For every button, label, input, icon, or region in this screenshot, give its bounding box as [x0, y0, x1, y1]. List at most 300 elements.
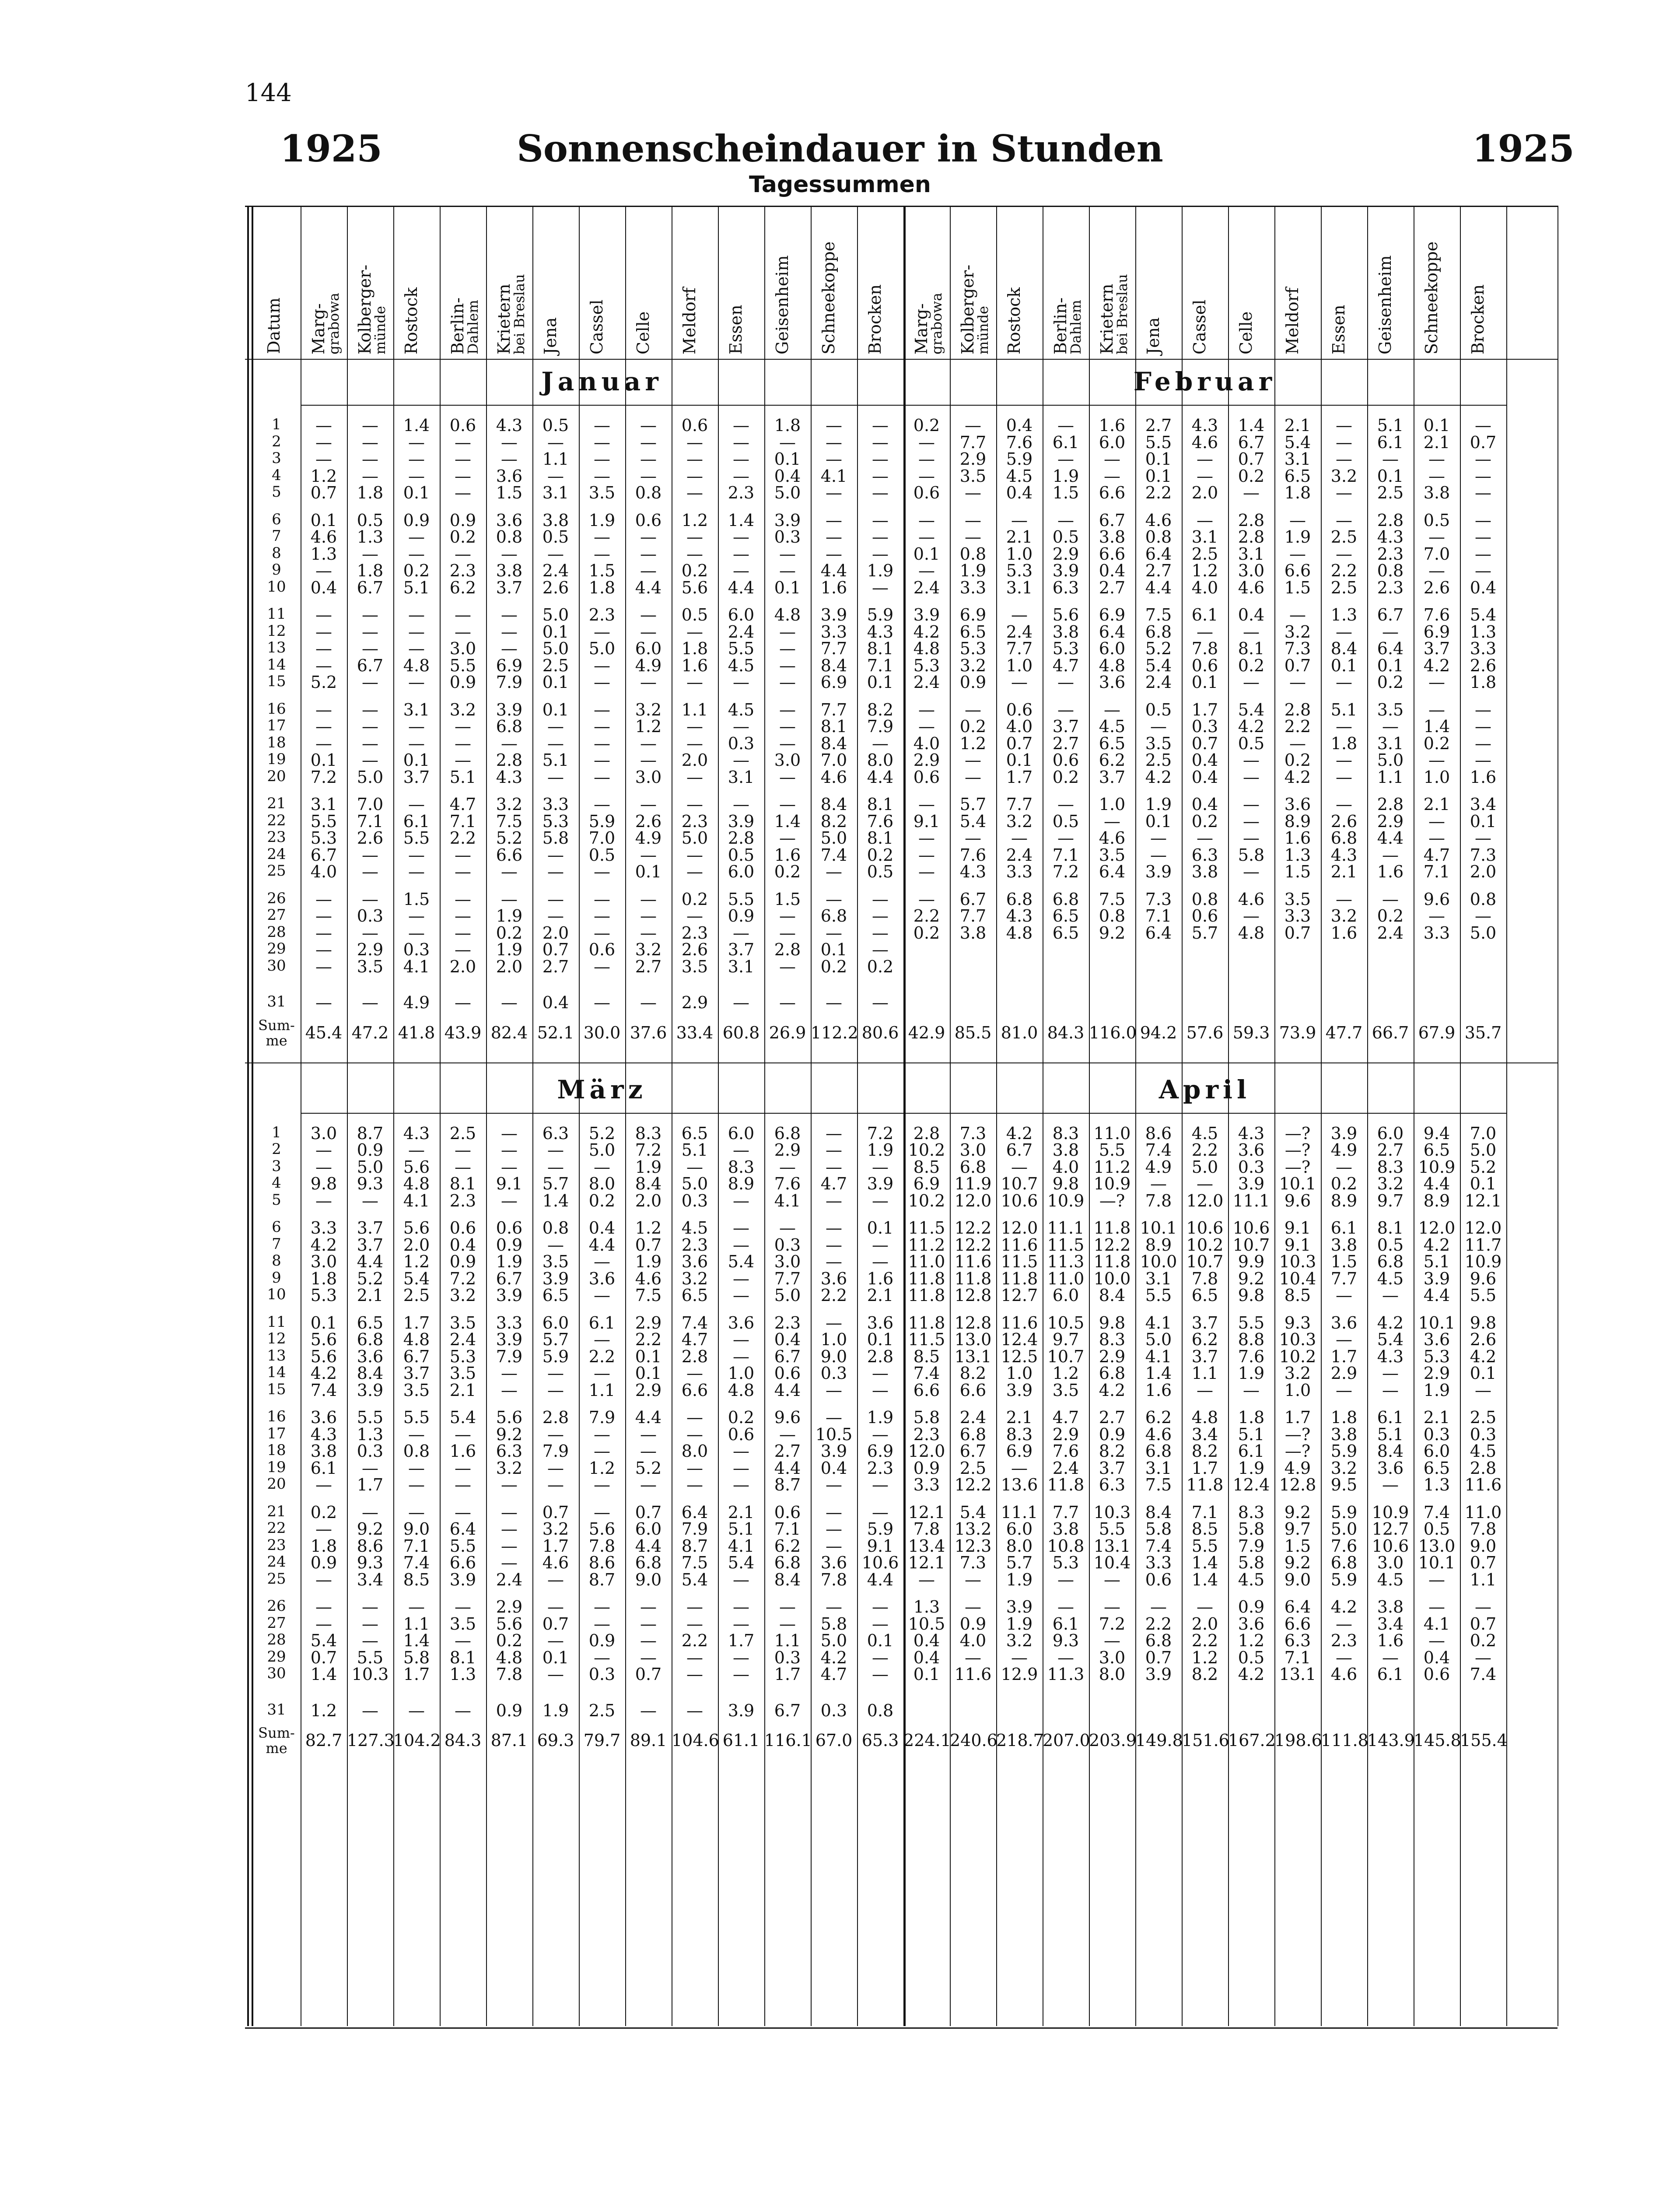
- table-cell: 4.5: [1377, 1570, 1404, 1589]
- table-cell: 5.5: [1145, 1286, 1172, 1305]
- table-cell: —: [733, 416, 749, 435]
- table-cell: —: [826, 923, 842, 943]
- summe-cell: 52.1: [537, 1023, 574, 1042]
- table-cell: 0.7: [1284, 923, 1311, 943]
- table-cell: 2.9: [1377, 811, 1404, 831]
- table-cell: —: [1057, 673, 1074, 692]
- table-cell: 12.0: [1418, 1218, 1456, 1238]
- table-cell: 0.4: [449, 1235, 476, 1255]
- table-cell: 3.9: [913, 605, 940, 624]
- table-cell: 1.6: [681, 656, 708, 675]
- table-cell: —: [547, 1235, 564, 1255]
- table-cell: 2.7: [1145, 561, 1172, 580]
- table-cell: 7.8: [1145, 1191, 1172, 1210]
- table-cell: 6.6: [1099, 544, 1126, 564]
- day-number: 22: [267, 1519, 286, 1537]
- table-cell: —: [640, 622, 657, 642]
- table-cell: 1.9: [542, 1701, 569, 1720]
- table-cell: 1.5: [496, 483, 523, 502]
- table-cell: 4.5: [1470, 1441, 1497, 1461]
- table-cell: 4.4: [867, 767, 894, 787]
- table-cell: 0.5: [357, 510, 384, 530]
- table-cell: —: [501, 1364, 518, 1383]
- table-cell: 4.7: [681, 1330, 708, 1349]
- table-cell: 4.4: [1423, 1286, 1450, 1305]
- table-cell: 5.6: [496, 1614, 523, 1634]
- table-cell: 5.0: [681, 1174, 708, 1193]
- table-cell: 1.7: [403, 1313, 430, 1332]
- table-cell: —: [1243, 673, 1260, 692]
- table-cell: —: [408, 862, 425, 881]
- table-cell: 0.6: [774, 1502, 801, 1522]
- table-cell: 11.1: [1232, 1191, 1270, 1210]
- table-cell: 4.8: [496, 1648, 523, 1667]
- table-cell: 0.9: [588, 1631, 616, 1650]
- table-cell: —: [872, 1380, 889, 1400]
- table-cell: 1.0: [1423, 767, 1450, 787]
- day-number: 10: [267, 1286, 286, 1303]
- table-cell: 2.9: [1052, 544, 1079, 564]
- table-cell: 1.3: [310, 544, 337, 564]
- table-cell: 13.1: [1093, 1536, 1131, 1556]
- table-cell: 0.2: [1377, 906, 1404, 926]
- table-cell: 13.0: [954, 1330, 992, 1349]
- table-cell: 2.1: [867, 1286, 894, 1305]
- table-cell: —: [547, 767, 564, 787]
- table-cell: 0.4: [774, 466, 801, 486]
- table-cell: 9.2: [1284, 1502, 1311, 1522]
- table-cell: 6.0: [728, 862, 755, 881]
- table-cell: 2.2: [1191, 1140, 1218, 1160]
- table-cell: 7.0: [1423, 544, 1450, 564]
- table-cell: 4.3: [496, 416, 523, 435]
- table-cell: 0.2: [867, 845, 894, 865]
- table-cell: —: [965, 483, 981, 502]
- table-cell: 8.5: [403, 1570, 430, 1589]
- table-cell: 9.7: [1052, 1330, 1079, 1349]
- table-cell: —: [1197, 449, 1213, 469]
- table-cell: 5.4: [681, 1570, 708, 1589]
- day-number: 17: [267, 717, 286, 734]
- table-cell: 6.8: [820, 906, 847, 926]
- table-cell: —: [1382, 449, 1399, 469]
- table-cell: 2.2: [635, 1330, 662, 1349]
- table-cell: 6.4: [449, 1519, 476, 1539]
- table-cell: 4.3: [959, 862, 987, 881]
- table-cell: 0.1: [310, 750, 337, 770]
- table-cell: 6.0: [1099, 639, 1126, 658]
- table-cell: 6.3: [1191, 845, 1218, 865]
- table-cell: 5.2: [635, 1458, 662, 1478]
- table-cell: 5.6: [496, 1408, 523, 1427]
- table-cell: —: [408, 449, 425, 469]
- table-cell: —: [1475, 527, 1491, 547]
- table-cell: 2.4: [1145, 673, 1172, 692]
- table-cell: 8.0: [681, 1441, 708, 1461]
- table-cell: 0.7: [1284, 656, 1311, 675]
- table-cell: —: [547, 1424, 564, 1444]
- table-cell: —: [826, 1123, 842, 1143]
- table-cell: 4.8: [403, 1174, 430, 1193]
- table-cell: 1.4: [1423, 717, 1450, 736]
- table-cell: —: [594, 1648, 610, 1667]
- summe-cell: 84.3: [444, 1731, 482, 1750]
- table-cell: 3.1: [728, 957, 755, 976]
- table-cell: —: [640, 923, 657, 943]
- day-number: 16: [267, 700, 286, 718]
- day-number: 20: [267, 1475, 286, 1493]
- table-cell: —: [594, 1286, 610, 1305]
- table-cell: —: [686, 1408, 703, 1427]
- table-cell: 5.0: [1145, 1330, 1172, 1349]
- table-cell: 7.4: [1145, 1536, 1172, 1556]
- summe-cell: 61.1: [722, 1731, 760, 1750]
- table-cell: 3.9: [1145, 1665, 1172, 1684]
- table-cell: 3.9: [1423, 1269, 1450, 1288]
- table-cell: 12.9: [1001, 1665, 1038, 1684]
- table-cell: 4.9: [1330, 1140, 1358, 1160]
- table-cell: 3.3: [1145, 1553, 1172, 1572]
- table-cell: —: [1057, 449, 1074, 469]
- table-cell: 3.9: [496, 1286, 523, 1305]
- table-cell: 1.8: [588, 578, 616, 597]
- table-cell: 5.8: [542, 828, 569, 848]
- table-cell: 8.4: [635, 1174, 662, 1193]
- page-subtitle: Tagessummen: [749, 172, 931, 198]
- table-cell: 6.7: [1099, 510, 1126, 530]
- table-cell: 6.5: [1191, 1286, 1218, 1305]
- header-station-line: Brocken: [865, 284, 885, 354]
- table-cell: 5.8: [1238, 1519, 1265, 1539]
- table-cell: 2.9: [913, 750, 940, 770]
- table-cell: 5.4: [310, 1631, 337, 1650]
- table-cell: 0.5: [1238, 1648, 1265, 1667]
- table-cell: 10.8: [1047, 1536, 1085, 1556]
- table-cell: 3.8: [1330, 1424, 1358, 1444]
- table-cell: —: [1336, 1330, 1352, 1349]
- table-cell: 3.5: [542, 1252, 569, 1271]
- table-cell: 8.2: [1191, 1441, 1218, 1461]
- table-cell: 0.7: [635, 1235, 662, 1255]
- table-cell: 2.9: [635, 1313, 662, 1332]
- table-cell: 8.3: [1006, 1424, 1033, 1444]
- table-cell: 0.5: [867, 862, 894, 881]
- table-cell: 8.3: [635, 1123, 662, 1143]
- table-cell: —: [1336, 622, 1352, 642]
- table-cell: 12.3: [954, 1536, 992, 1556]
- table-cell: 0.1: [542, 700, 569, 719]
- table-cell: 7.5: [681, 1553, 708, 1572]
- table-cell: 3.5: [959, 466, 987, 486]
- table-cell: 2.6: [1470, 1330, 1497, 1349]
- table-cell: —: [733, 1346, 749, 1366]
- table-cell: —: [547, 1157, 564, 1177]
- table-cell: 1.6: [1330, 923, 1358, 943]
- table-cell: 0.7: [635, 1665, 662, 1684]
- summe-cell: 67.0: [815, 1731, 853, 1750]
- table-cell: 1.4: [774, 811, 801, 831]
- table-cell: 8.9: [1423, 1191, 1450, 1210]
- table-cell: —: [594, 1597, 610, 1616]
- table-cell: —: [686, 733, 703, 753]
- header-station: [588, 214, 605, 354]
- table-cell: —: [408, 1597, 425, 1616]
- day-number: 7: [272, 1235, 281, 1253]
- table-cell: 0.5: [542, 527, 569, 547]
- table-cell: 0.6: [449, 416, 476, 435]
- summe-cell: 111.8: [1321, 1731, 1368, 1750]
- table-cell: 10.1: [1418, 1313, 1456, 1332]
- table-cell: 1.3: [357, 1424, 384, 1444]
- table-cell: 4.5: [1238, 1570, 1265, 1589]
- table-cell: 2.8: [1238, 510, 1265, 530]
- table-cell: 11.8: [908, 1313, 945, 1332]
- table-cell: 3.7: [1191, 1346, 1218, 1366]
- table-cell: 7.2: [449, 1269, 476, 1288]
- table-cell: 0.1: [867, 673, 894, 692]
- table-cell: 0.3: [357, 906, 384, 926]
- table-cell: 11.0: [908, 1252, 945, 1271]
- table-cell: 4.1: [403, 957, 430, 976]
- table-cell: 9.8: [1099, 1313, 1126, 1332]
- table-cell: 1.6: [774, 845, 801, 865]
- table-cell: 1.2: [1238, 1631, 1265, 1650]
- table-cell: 1.9: [1238, 1364, 1265, 1383]
- table-cell: 4.2: [1470, 1346, 1497, 1366]
- header-station: [867, 214, 883, 354]
- table-cell: 2.1: [1006, 1408, 1033, 1427]
- table-cell: 9.0: [1284, 1570, 1311, 1589]
- table-cell: 1.0: [1284, 1380, 1311, 1400]
- header-station: [959, 214, 990, 354]
- table-cell: 5.9: [1006, 449, 1033, 469]
- table-cell: 3.7: [1099, 1458, 1126, 1478]
- table-cell: 3.8: [1099, 527, 1126, 547]
- table-cell: —: [1475, 449, 1491, 469]
- header-station-line: Rostock: [402, 287, 421, 354]
- table-cell: 12.0: [954, 1191, 992, 1210]
- table-cell: —: [733, 1286, 749, 1305]
- table-cell: 0.1: [635, 862, 662, 881]
- day-number: 20: [267, 767, 286, 785]
- table-cell: 6.5: [681, 1286, 708, 1305]
- table-cell: 8.7: [357, 1123, 384, 1143]
- table-cell: 7.3: [959, 1123, 987, 1143]
- table-cell: 3.6: [1099, 673, 1126, 692]
- table-cell: —: [965, 510, 981, 530]
- table-cell: 0.4: [913, 1631, 940, 1650]
- day-number: 28: [267, 1631, 286, 1648]
- day-number: 15: [267, 673, 286, 690]
- table-cell: 2.2: [588, 1346, 616, 1366]
- day-number: 30: [267, 1665, 286, 1682]
- header-station: [357, 214, 387, 354]
- table-cell: —: [1428, 673, 1445, 692]
- table-cell: 5.4: [1470, 605, 1497, 624]
- table-cell: 1.6: [1470, 767, 1497, 787]
- table-cell: 11.0: [1464, 1502, 1502, 1522]
- table-cell: 3.7: [728, 940, 755, 959]
- table-cell: 1.6: [1377, 862, 1404, 881]
- table-cell: 6.7: [310, 845, 337, 865]
- table-cell: —: [315, 1140, 332, 1160]
- table-cell: —: [1475, 483, 1491, 502]
- table-cell: —: [362, 733, 378, 753]
- table-cell: 8.7: [681, 1536, 708, 1556]
- table-cell: 6.4: [1284, 1597, 1311, 1616]
- table-cell: —: [826, 544, 842, 564]
- table-cell: 11.1: [1001, 1502, 1038, 1522]
- table-cell: —: [408, 1424, 425, 1444]
- table-cell: 9.3: [1284, 1313, 1311, 1332]
- table-cell: —: [455, 862, 471, 881]
- table-cell: —: [1382, 1364, 1399, 1383]
- table-cell: 1.0: [728, 1364, 755, 1383]
- table-cell: —: [918, 862, 935, 881]
- table-cell: —: [547, 906, 564, 926]
- table-cell: 3.6: [1377, 1458, 1404, 1478]
- table-cell: 6.8: [1052, 889, 1079, 909]
- header-station: [913, 214, 944, 354]
- day-number: 27: [267, 906, 286, 924]
- table-cell: —: [594, 656, 610, 675]
- table-cell: 0.1: [1423, 416, 1450, 435]
- table-cell: —: [640, 906, 657, 926]
- table-cell: —: [315, 1475, 332, 1494]
- table-cell: 1.4: [1145, 1364, 1172, 1383]
- table-cell: —: [501, 544, 518, 564]
- table-cell: 5.6: [1052, 605, 1079, 624]
- table-cell: —: [362, 889, 378, 909]
- table-cell: 4.7: [820, 1174, 847, 1193]
- table-cell: 6.5: [357, 1313, 384, 1332]
- table-cell: 3.8: [542, 510, 569, 530]
- table-cell: 7.7: [959, 906, 987, 926]
- table-cell: —: [1428, 750, 1445, 770]
- header-station-line: Kolberger-: [958, 264, 977, 354]
- table-cell: —: [872, 889, 889, 909]
- header-station: [1377, 214, 1393, 354]
- table-cell: —: [1243, 811, 1260, 831]
- table-cell: 4.4: [1377, 828, 1404, 848]
- table-cell: 1.7: [1191, 1458, 1218, 1478]
- table-cell: —: [686, 673, 703, 692]
- table-cell: —: [362, 416, 378, 435]
- table-cell: 8.4: [820, 733, 847, 753]
- table-cell: —: [733, 432, 749, 452]
- header-station-line: Dahlem: [1068, 300, 1084, 354]
- table-cell: —: [1243, 622, 1260, 642]
- table-cell: 1.6: [1284, 828, 1311, 848]
- table-cell: —: [501, 1553, 518, 1572]
- table-cell: —: [1336, 416, 1352, 435]
- table-cell: —: [1336, 510, 1352, 530]
- table-cell: 1.1: [403, 1614, 430, 1634]
- table-cell: 2.4: [1006, 622, 1033, 642]
- table-cell: 5.1: [403, 578, 430, 597]
- table-cell: 0.7: [542, 1614, 569, 1634]
- table-cell: 2.4: [449, 1330, 476, 1349]
- table-cell: —: [455, 466, 471, 486]
- table-cell: 5.4: [1238, 700, 1265, 719]
- table-cell: —: [594, 1330, 610, 1349]
- table-cell: —: [640, 1441, 657, 1461]
- table-cell: 0.6: [728, 1424, 755, 1444]
- table-cell: 2.4: [496, 1570, 523, 1589]
- table-cell: 0.9: [310, 1553, 337, 1572]
- table-cell: 2.0: [403, 1235, 430, 1255]
- table-cell: 2.3: [1377, 578, 1404, 597]
- table-cell: 3.0: [1238, 561, 1265, 580]
- table-cell: —: [594, 1424, 610, 1444]
- table-cell: 2.7: [1145, 416, 1172, 435]
- table-cell: 7.6: [1423, 605, 1450, 624]
- month-label: Februar: [1133, 367, 1277, 396]
- table-cell: 12.2: [954, 1475, 992, 1494]
- table-cell: 1.8: [310, 1536, 337, 1556]
- table-cell: 1.6: [867, 1269, 894, 1288]
- table-cell: 7.5: [1145, 605, 1172, 624]
- table-cell: —: [872, 449, 889, 469]
- table-cell: 11.5: [1001, 1252, 1038, 1271]
- table-cell: —: [1104, 466, 1120, 486]
- table-cell: —: [872, 544, 889, 564]
- summe-cell: 116.1: [764, 1731, 812, 1750]
- table-cell: 13.1: [954, 1346, 992, 1366]
- table-left-rule: [247, 206, 252, 2026]
- day-number: 13: [267, 1346, 286, 1364]
- table-cell: 11.5: [908, 1330, 945, 1349]
- table-cell: 2.2: [1145, 1614, 1172, 1634]
- year-left: 1925: [280, 127, 382, 170]
- table-cell: 0.3: [1191, 717, 1218, 736]
- table-cell: —: [918, 510, 935, 530]
- table-cell: 3.7: [403, 767, 430, 787]
- day-number: 18: [267, 1441, 286, 1459]
- table-cell: 2.6: [1423, 578, 1450, 597]
- table-cell: 6.6: [449, 1553, 476, 1572]
- table-cell: 3.1: [1191, 527, 1218, 547]
- table-cell: —: [1475, 1648, 1491, 1667]
- table-cell: —: [501, 1123, 518, 1143]
- table-cell: 7.9: [681, 1519, 708, 1539]
- table-cell: 1.4: [1238, 416, 1265, 435]
- table-cell: 6.3: [1284, 1631, 1311, 1650]
- table-cell: 12.4: [1001, 1330, 1038, 1349]
- table-cell: 0.7: [542, 940, 569, 959]
- table-cell: 3.0: [1099, 1648, 1126, 1667]
- table-cell: 5.0: [820, 1631, 847, 1650]
- table-cell: —: [501, 1380, 518, 1400]
- table-cell: 5.3: [542, 811, 569, 831]
- table-cell: 12.8: [954, 1313, 992, 1332]
- table-cell: 10.7: [1232, 1235, 1270, 1255]
- table-cell: 5.8: [1145, 1519, 1172, 1539]
- month-label: März: [557, 1074, 647, 1105]
- table-cell: —: [733, 1140, 749, 1160]
- table-cell: 0.4: [1238, 605, 1265, 624]
- table-cell: 5.4: [1284, 432, 1311, 452]
- table-cell: 4.0: [1052, 1157, 1079, 1177]
- table-cell: —: [1475, 466, 1491, 486]
- table-cell: 6.5: [1099, 733, 1126, 753]
- table-cell: 0.2: [1330, 1174, 1358, 1193]
- table-cell: —: [826, 527, 842, 547]
- table-cell: 3.5: [1377, 700, 1404, 719]
- table-cell: 8.7: [774, 1475, 801, 1494]
- table-cell: 11.8: [954, 1269, 992, 1288]
- header-station-line: Cassel: [1190, 299, 1209, 354]
